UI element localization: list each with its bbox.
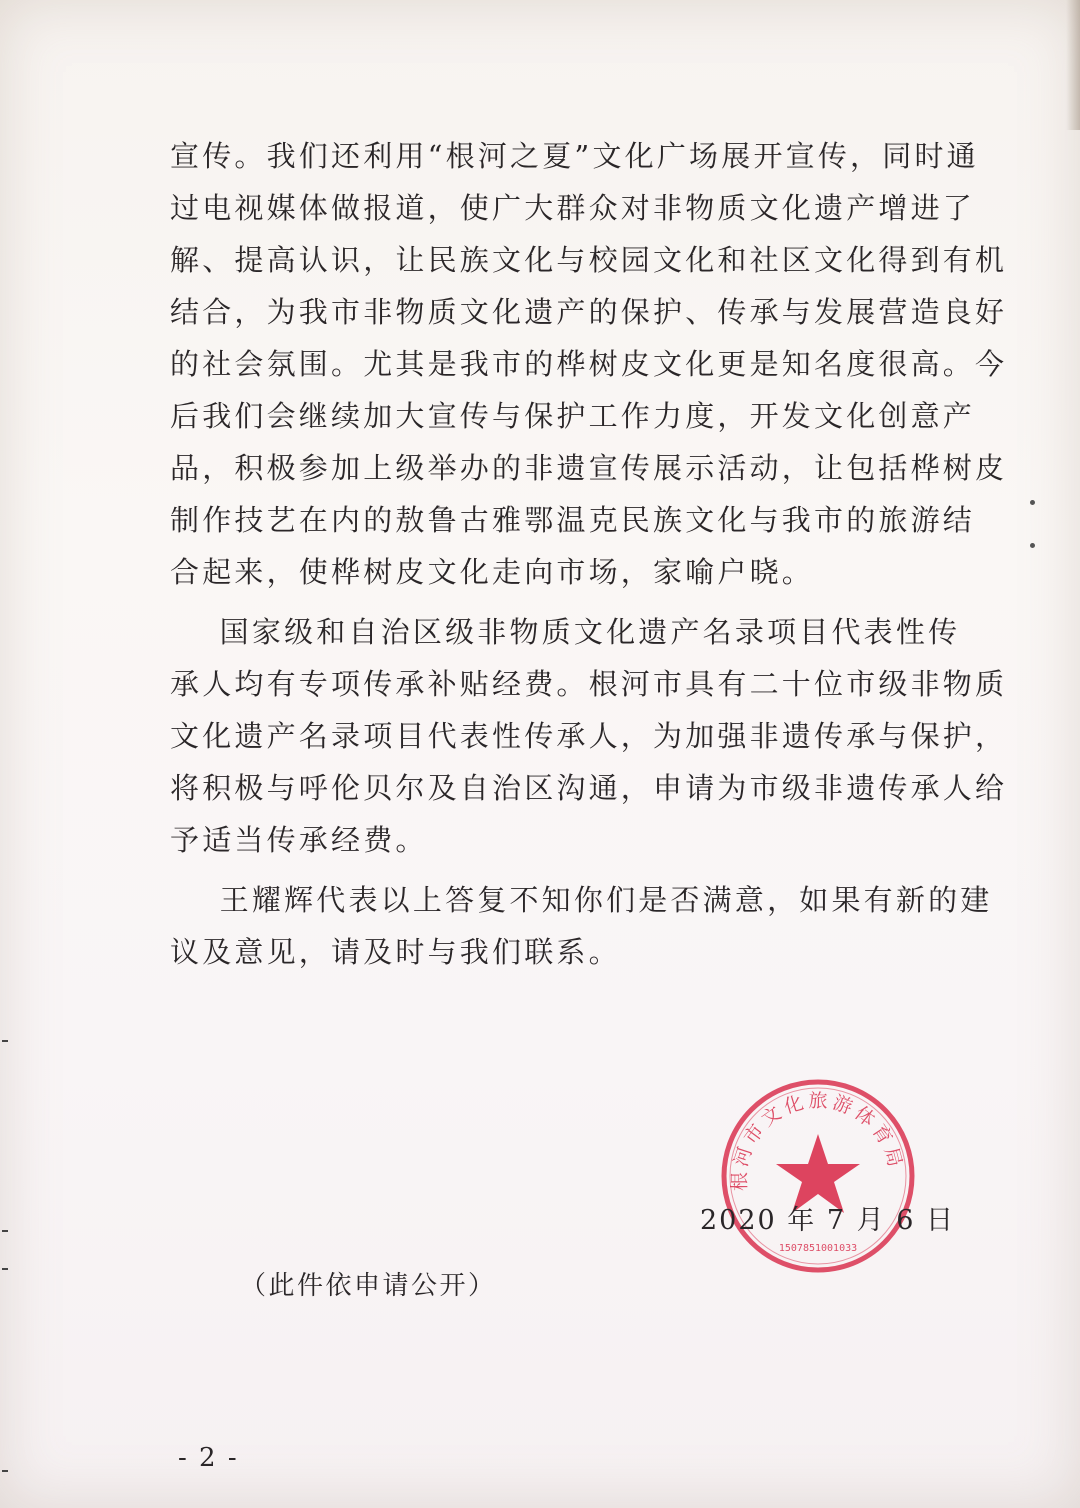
letter-body bbox=[170, 130, 1008, 978]
body-line: 结合，为我市非物质文化遗产的保护、传承与发展营造良好 bbox=[170, 295, 1008, 329]
body-line: 将积极与呼伦贝尔及自治区沟通，申请为市级非遗传承人给 bbox=[170, 771, 1008, 805]
body-line: 王耀辉代表以上答复不知你们是否满意，如果有新的建 bbox=[170, 883, 993, 917]
body-line: 合起来，使桦树皮文化走向市场，家喻户晓。 bbox=[170, 555, 815, 589]
speck bbox=[1030, 543, 1035, 548]
body-line: 承人均有专项传承补贴经费。根河市具有二十位市级非物质 bbox=[170, 667, 1008, 701]
body-line: 议及意见，请及时与我们联系。 bbox=[170, 935, 621, 969]
body-line: 解、提高认识，让民族文化与校园文化和社区文化得到有机 bbox=[170, 243, 1008, 277]
body-line: 过电视媒体做报道，使广大群众对非物质文化遗产增进了 bbox=[170, 191, 976, 225]
disclosure-note: （此件依申请公开） bbox=[240, 1271, 497, 1301]
margin-mark bbox=[2, 1268, 8, 1270]
seal-serial: 1507851001033 bbox=[778, 1243, 858, 1254]
page-edge-shadow bbox=[1066, 0, 1080, 130]
margin-mark bbox=[2, 1470, 8, 1472]
seal-ring-text: 根河市文化旅游体育局 bbox=[728, 1089, 907, 1192]
margin-mark bbox=[2, 1040, 8, 1042]
page-number: - 2 - bbox=[178, 1443, 239, 1473]
body-line: 后我们会继续加大宣传与保护工作力度，开发文化创意产 bbox=[170, 399, 976, 433]
body-line: 制作技艺在内的敖鲁古雅鄂温克民族文化与我市的旅游结 bbox=[170, 503, 976, 537]
speck bbox=[1030, 500, 1035, 505]
body-line: 国家级和自治区级非物质文化遗产名录项目代表性传 bbox=[170, 615, 961, 649]
body-line: 文化遗产名录项目代表性传承人，为加强非遗传承与保护， bbox=[170, 719, 1008, 753]
official-seal bbox=[718, 1076, 918, 1276]
body-line: 的社会氛围。尤其是我市的桦树皮文化更是知名度很高。今 bbox=[170, 347, 1008, 381]
body-line: 品，积极参加上级举办的非遗宣传展示活动，让包括桦树皮 bbox=[170, 451, 1008, 485]
letter-date: 2020 年 7 月 6 日 bbox=[700, 1205, 955, 1236]
body-line: 予适当传承经费。 bbox=[170, 823, 428, 857]
margin-mark bbox=[2, 1230, 8, 1232]
body-line: 宣传。我们还利用“根河之夏”文化广场展开宣传，同时通 bbox=[170, 139, 979, 173]
